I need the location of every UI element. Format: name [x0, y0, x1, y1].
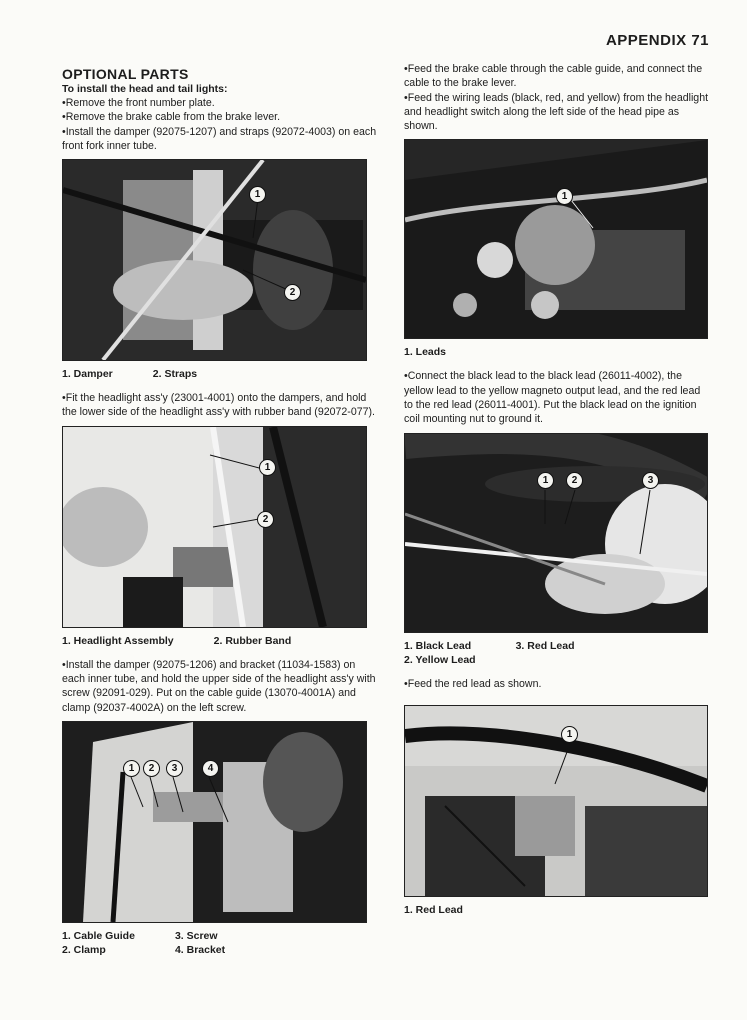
step-install-damper: • Install the damper (92075-1207) and straps (92072-4003) on each front fork inner tube.: [62, 125, 378, 154]
step-install-bracket: • Install the damper (92075-1206) and bracket (11034-1583) on each inner tube, and hold the upper side of the headlight ass'y with screw (92091-029). Put on the cable guide (13070-4001A) and clamp (92037-4002A) on the left screw.: [62, 658, 378, 715]
callout-3: 3: [166, 760, 183, 777]
photo-headlight-rubber-band: [62, 426, 367, 628]
fig2-caption: [62, 634, 378, 648]
photo-leads: [404, 139, 708, 339]
callout-1: 1: [123, 760, 140, 777]
subhead: To install the head and tail lights:: [62, 83, 228, 95]
photo-scene: [63, 427, 366, 627]
callout-1: 1: [537, 472, 554, 489]
caption-red-lead: 1. Red Lead: [404, 903, 463, 916]
caption-yellow-lead: 2. Yellow Lead: [404, 653, 476, 666]
callout-2: 2: [284, 284, 301, 301]
caption-screw: 3. Screw: [174, 929, 218, 942]
photo-cable-guide-bracket: [62, 721, 367, 923]
photo-damper-straps: [62, 159, 367, 361]
photo-scene: [405, 140, 707, 338]
section-title: OPTIONAL PARTS: [62, 66, 189, 82]
step-remove-plate: • Remove the front number plate.: [62, 96, 378, 110]
callout-3: 3: [642, 472, 659, 489]
step-feed-brake-cable: • Feed the brake cable through the cable guide, and connect the cable to the brake lever.: [404, 62, 710, 91]
caption-cable-guide: 1. Cable Guide: [62, 929, 135, 942]
caption-damper: 1. Damper: [62, 368, 113, 381]
step-remove-brake-cable: • Remove the brake cable from the brake lever.: [62, 110, 378, 124]
fig3-caption: [62, 929, 378, 957]
callout-1: 1: [556, 188, 573, 205]
callout-1: 1: [561, 726, 578, 743]
caption-bracket: 4. Bracket: [174, 943, 226, 956]
photo-scene: [405, 706, 707, 896]
caption-clamp: 2. Clamp: [62, 943, 106, 956]
appendix-label: APPENDIX: [605, 32, 687, 49]
photo-scene: [63, 160, 366, 360]
fig6-caption: [404, 903, 710, 917]
photo-black-yellow-red-leads: [404, 433, 708, 633]
callout-4: 4: [202, 760, 219, 777]
step-fit-headlight: • Fit the headlight ass'y (23001-4001) onto the dampers, and hold the lower side of the headlight ass'y with rubber band (92072-077).: [62, 391, 378, 420]
fig4-caption: [404, 345, 710, 359]
page-number: 71: [691, 32, 709, 49]
callout-1: 1: [259, 459, 276, 476]
photo-scene: [405, 434, 707, 632]
step-feed-red-lead: • Feed the red lead as shown.: [404, 677, 710, 691]
callout-2: 2: [143, 760, 160, 777]
caption-rubber-band: 2. Rubber Band: [213, 634, 292, 647]
caption-straps: 2. Straps: [152, 368, 198, 381]
fig5-caption: [404, 639, 710, 667]
caption-red-lead: 3. Red Lead: [515, 639, 575, 652]
photo-scene: [63, 722, 366, 922]
step-connect-leads: • Connect the black lead to the black lead (26011-4002), the yellow lead to the yellow magneto output lead, and the red lead to the red lead (26011-4001). Put the black lead on the ignition coil mounting nut to ground it.: [404, 369, 710, 426]
page-header: [606, 32, 709, 49]
step-feed-wiring-leads: • Feed the wiring leads (black, red, and yellow) from the headlight and headlight switch along the left side of the head pipe as shown.: [404, 91, 710, 134]
left-column: [62, 62, 378, 967]
callout-2: 2: [566, 472, 583, 489]
fig1-caption: [62, 367, 378, 381]
right-column: [404, 62, 710, 927]
caption-headlight-assembly: 1. Headlight Assembly: [62, 634, 174, 647]
callout-2: 2: [257, 511, 274, 528]
caption-leads: 1. Leads: [404, 346, 447, 359]
callout-1: 1: [249, 186, 266, 203]
photo-red-lead: [404, 705, 708, 897]
caption-black-lead: 1. Black Lead: [404, 639, 472, 652]
